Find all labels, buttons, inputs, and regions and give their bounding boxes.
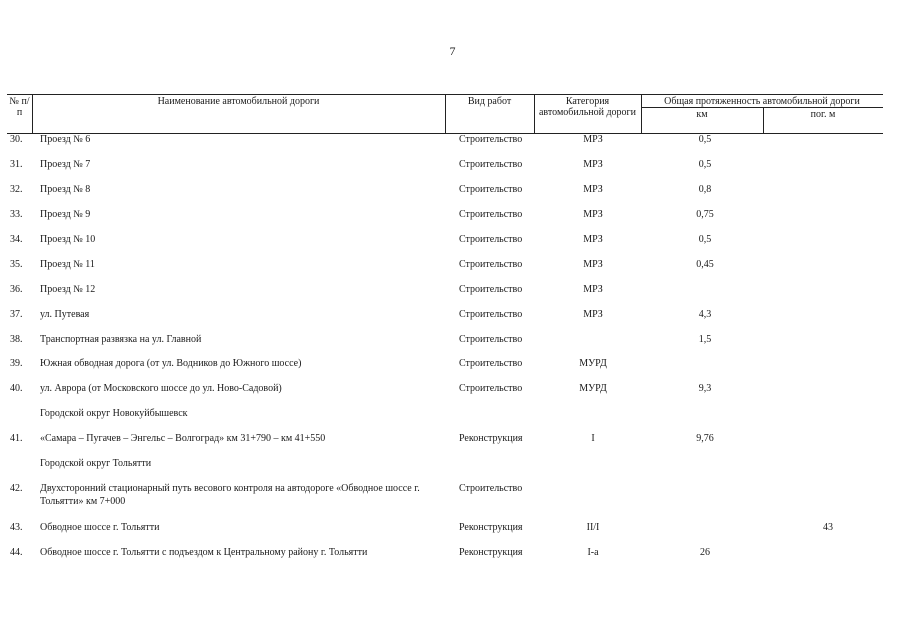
row-type: Строительство [459, 309, 523, 320]
row-category: I [591, 433, 595, 444]
header-name: Наименование автомобильной дороги [157, 96, 320, 107]
row-num: 40. [10, 383, 23, 394]
row-category: МРЗ [583, 159, 603, 170]
row-km: 0,75 [696, 209, 714, 220]
header-m: пог. м [810, 109, 836, 120]
row-name: Южная обводная дорога (от ул. Водников до Южного шоссе) [40, 358, 302, 369]
row-num: 30. [10, 134, 23, 145]
row-type: Строительство [459, 234, 523, 245]
row-num: 35. [10, 259, 23, 270]
row-category: МРЗ [583, 209, 603, 220]
row-name: Двухсторонний стационарный путь весового контроля на автодороге «Обводное шоссе г. Тольятти» км 7+000 [40, 483, 420, 507]
row-type: Строительство [459, 259, 523, 270]
row-type: Строительство [459, 483, 523, 494]
header-length: Общая протяженность автомобильной дороги [664, 96, 860, 107]
row-km: 0,45 [696, 259, 714, 270]
row-type: Строительство [459, 334, 523, 345]
row-m: 43 [823, 522, 833, 533]
row-category: I-a [587, 547, 599, 558]
row-type: Строительство [459, 284, 523, 295]
row-category: II/I [586, 522, 600, 533]
row-name: Проезд № 8 [40, 184, 91, 195]
row-km: 26 [700, 547, 710, 558]
row-name: Проезд № 11 [40, 259, 95, 270]
row-name: Проезд № 6 [40, 134, 91, 145]
row-category: МУРД [579, 383, 607, 394]
row-num: 38. [10, 334, 23, 345]
row-num: 42. [10, 483, 23, 494]
header-km: км [696, 109, 708, 120]
section-title: Городской округ Новокуйбышевск [40, 408, 188, 419]
row-num: 39. [10, 358, 23, 369]
row-category: МРЗ [583, 284, 603, 295]
row-category: МУРД [579, 358, 607, 369]
row-num: 37. [10, 309, 23, 320]
row-num: 36. [10, 284, 23, 295]
header-category: Категория автомобильной дороги [538, 96, 637, 118]
row-type: Строительство [459, 134, 523, 145]
row-num: 44. [10, 547, 23, 558]
header-type: Вид работ [467, 96, 512, 107]
row-num: 34. [10, 234, 23, 245]
row-km: 1,5 [698, 334, 712, 345]
row-name: Обводное шоссе г. Тольятти с подъездом к Центральному району г. Тольятти [40, 547, 368, 558]
row-name: Проезд № 7 [40, 159, 91, 170]
row-km: 4,3 [698, 309, 712, 320]
row-type: Строительство [459, 383, 523, 394]
row-category: МРЗ [583, 309, 603, 320]
row-km: 9,3 [698, 383, 712, 394]
section-title: Городской округ Тольятти [40, 458, 152, 469]
row-num: 32. [10, 184, 23, 195]
page-number: 7 [449, 44, 456, 58]
row-km: 0,5 [698, 134, 712, 145]
header-num: № п/п [9, 96, 30, 118]
row-type: Реконструкция [459, 547, 523, 558]
row-km: 9,76 [696, 433, 714, 444]
row-name: Проезд № 12 [40, 284, 96, 295]
row-name: «Самара – Пугачев – Энгельс – Волгоград» км 31+790 – км 41+550 [40, 433, 326, 444]
row-num: 41. [10, 433, 23, 444]
row-type: Реконструкция [459, 522, 523, 533]
row-num: 31. [10, 159, 23, 170]
row-km: 0,8 [698, 184, 712, 195]
row-name: ул. Аврора (от Московского шоссе до ул. Ново-Садовой) [40, 383, 282, 394]
row-category: МРЗ [583, 259, 603, 270]
row-category: МРЗ [583, 134, 603, 145]
row-km: 0,5 [698, 159, 712, 170]
row-name: Обводное шоссе г. Тольятти [40, 522, 160, 533]
row-name: ул. Путевая [40, 309, 90, 320]
row-category: МРЗ [583, 234, 603, 245]
row-name: Проезд № 9 [40, 209, 91, 220]
row-num: 43. [10, 522, 23, 533]
row-km: 0,5 [698, 234, 712, 245]
row-type: Строительство [459, 209, 523, 220]
row-type: Строительство [459, 358, 523, 369]
row-type: Реконструкция [459, 433, 523, 444]
row-num: 33. [10, 209, 23, 220]
row-name: Транспортная развязка на ул. Главной [40, 334, 202, 345]
row-type: Строительство [459, 184, 523, 195]
row-name: Проезд № 10 [40, 234, 96, 245]
row-category: МРЗ [583, 184, 603, 195]
row-type: Строительство [459, 159, 523, 170]
